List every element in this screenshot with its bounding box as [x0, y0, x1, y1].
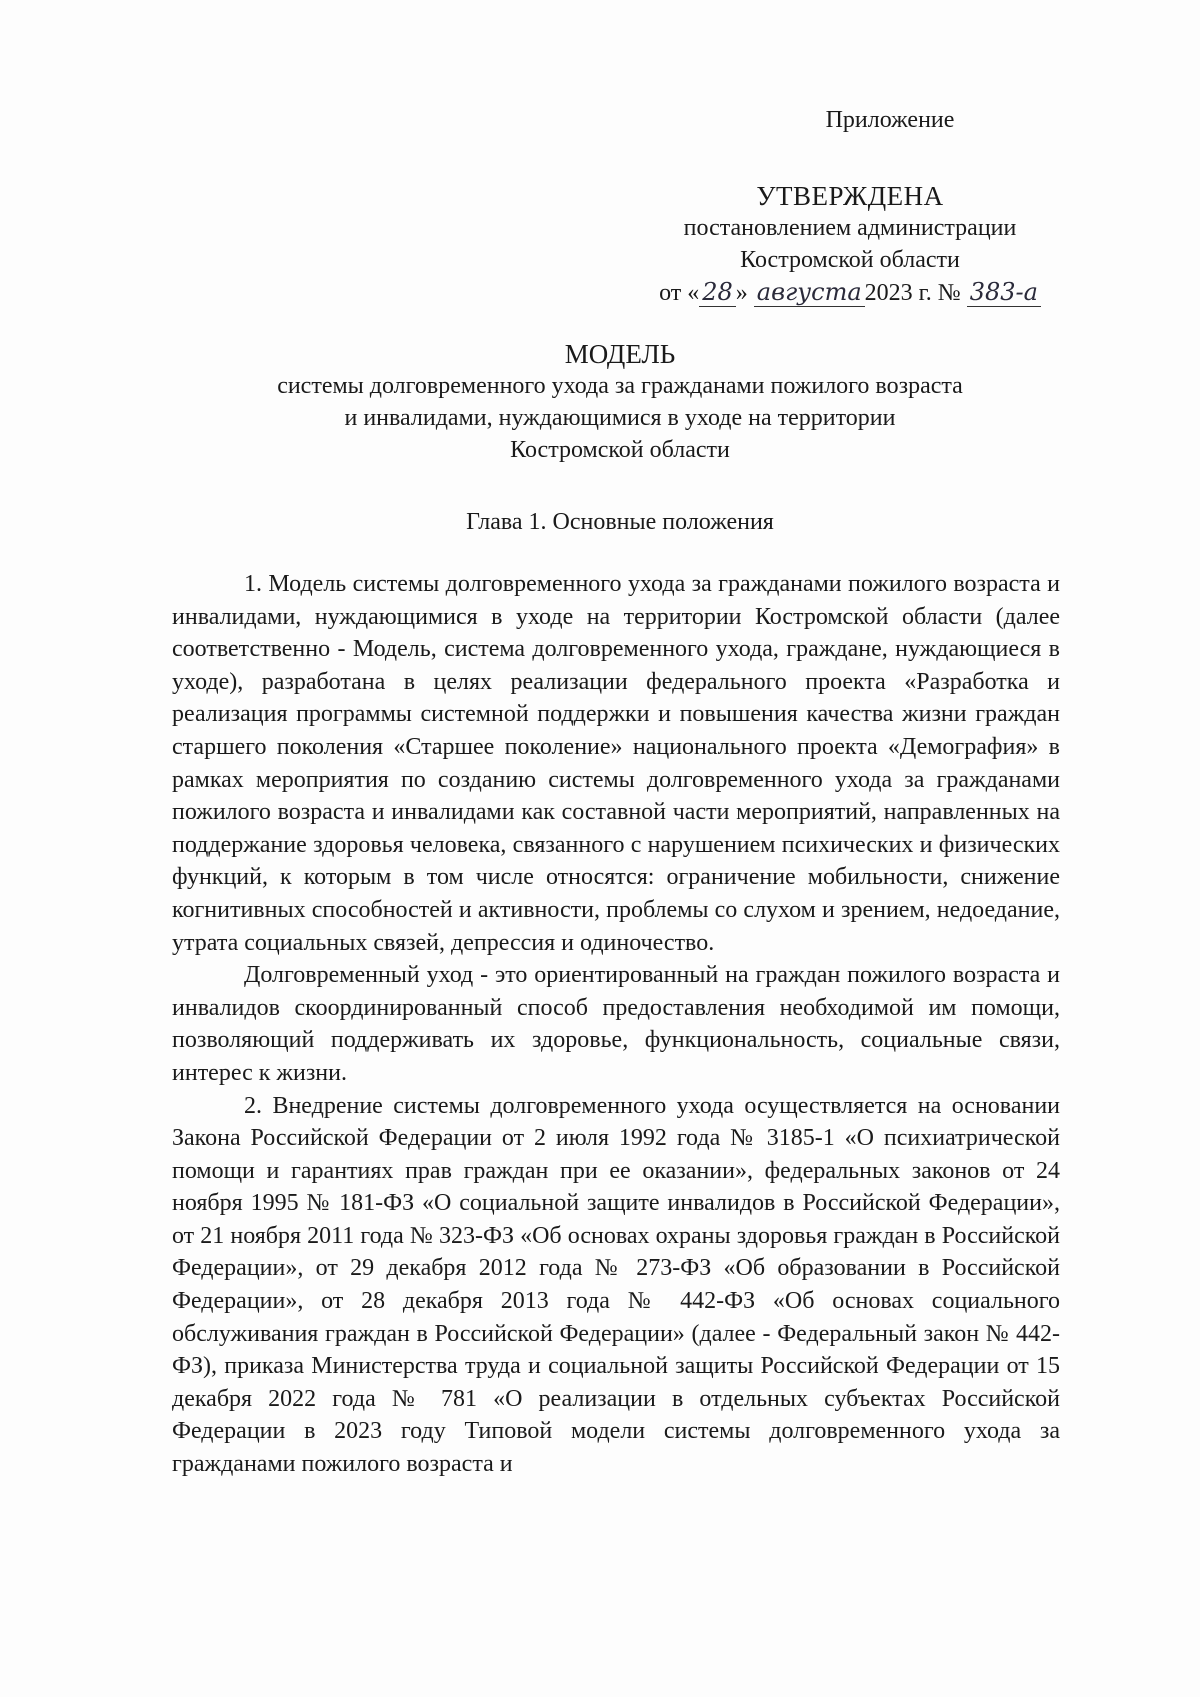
paragraph-1: 1. Модель системы долговременного ухода за гражданами пожилого возраста и инвалидами, нуждающимися в уходе на территории Костромской области (далее соответственно - Модель, система долговременного ухода, граждане, нуждающиеся в уходе), разработана в целях реализации федерального проекта «Разработка и реализация программы системной поддержки и повышения качества жизни граждан старшего поколения «Старшее поколение» национального проекта «Демография» в рамках мероприятия по созданию системы долговременного ухода за гражданами пожилого возраста и инвалидами как составной части мероприятий, направленных на поддержание здоровья человека, связанного с нарушением психических и физических функций, к которым в том числе относятся: ограничение мобильности, снижение когнитивных способностей и активности, проблемы со слухом и зрением, недоедание, утрата социальных связей, депрессия и одиночество.	[172, 571, 1060, 956]
date-year: 2023 г. №	[864, 280, 961, 306]
date-prefix: от «	[659, 280, 700, 306]
document-body	[172, 568, 1060, 1481]
paragraph-2: Долговременный уход - это ориентированный на граждан пожилого возраста и инвалидов скоординированный способ предоставления необходимой им помощи, позволяющий поддерживать их здоровье, функциональность, социальные связи, интерес к жизни.	[172, 962, 1060, 1086]
title-line-2: и инвалидами, нуждающимися в уходе на территории	[344, 405, 896, 431]
document-number-handwritten: 383-а	[967, 278, 1041, 307]
title-line-3: Костромской области	[510, 437, 730, 463]
title-line-1: системы долговременного ухода за гражданами пожилого возраста	[277, 373, 963, 399]
approved-by-line-2: Костромской области	[740, 247, 960, 273]
chapter-heading: Глава 1. Основные положения	[466, 509, 774, 535]
approved-label: УТВЕРЖДЕНА	[756, 181, 944, 211]
appendix-label: Приложение	[825, 107, 955, 133]
date-day-handwritten: 28	[699, 278, 736, 307]
date-month-handwritten: августа	[754, 278, 865, 307]
approval-block	[640, 104, 1060, 309]
approval-date-line	[640, 276, 1060, 309]
document-title	[170, 338, 1070, 466]
paragraph-3: 2. Внедрение системы долговременного ухода осуществляется на основании Закона Российской Федерации от 2 июля 1992 года № 3185-1 «О психиатрической помощи и гарантиях прав граждан при ее оказании», федеральных законов от 24 ноября 1995 № 181-ФЗ «О социальной защите инвалидов в Российской Федерации», от 21 ноября 2011 года № 323-ФЗ «Об основах охраны здоровья граждан в Российской Федерации», от 29 декабря 2012 года № 273-ФЗ «Об образовании в Российской Федерации», от 28 декабря 2013 года № 442-ФЗ «Об основах социального обслуживания граждан в Российской Федерации» (далее - Федеральный закон № 442-ФЗ), приказа Министерства труда и социальной защиты Российской Федерации от 15 декабря 2022 года № 781 «О реализации в отдельных субъектах Российской Федерации в 2023 году Типовой модели системы долговременного ухода за гражданами пожилого возраста и	[172, 1092, 1060, 1478]
approved-by-line-1: постановлением администрации	[683, 215, 1017, 241]
date-mid: »	[735, 280, 748, 306]
title-heading: МОДЕЛЬ	[564, 339, 676, 369]
